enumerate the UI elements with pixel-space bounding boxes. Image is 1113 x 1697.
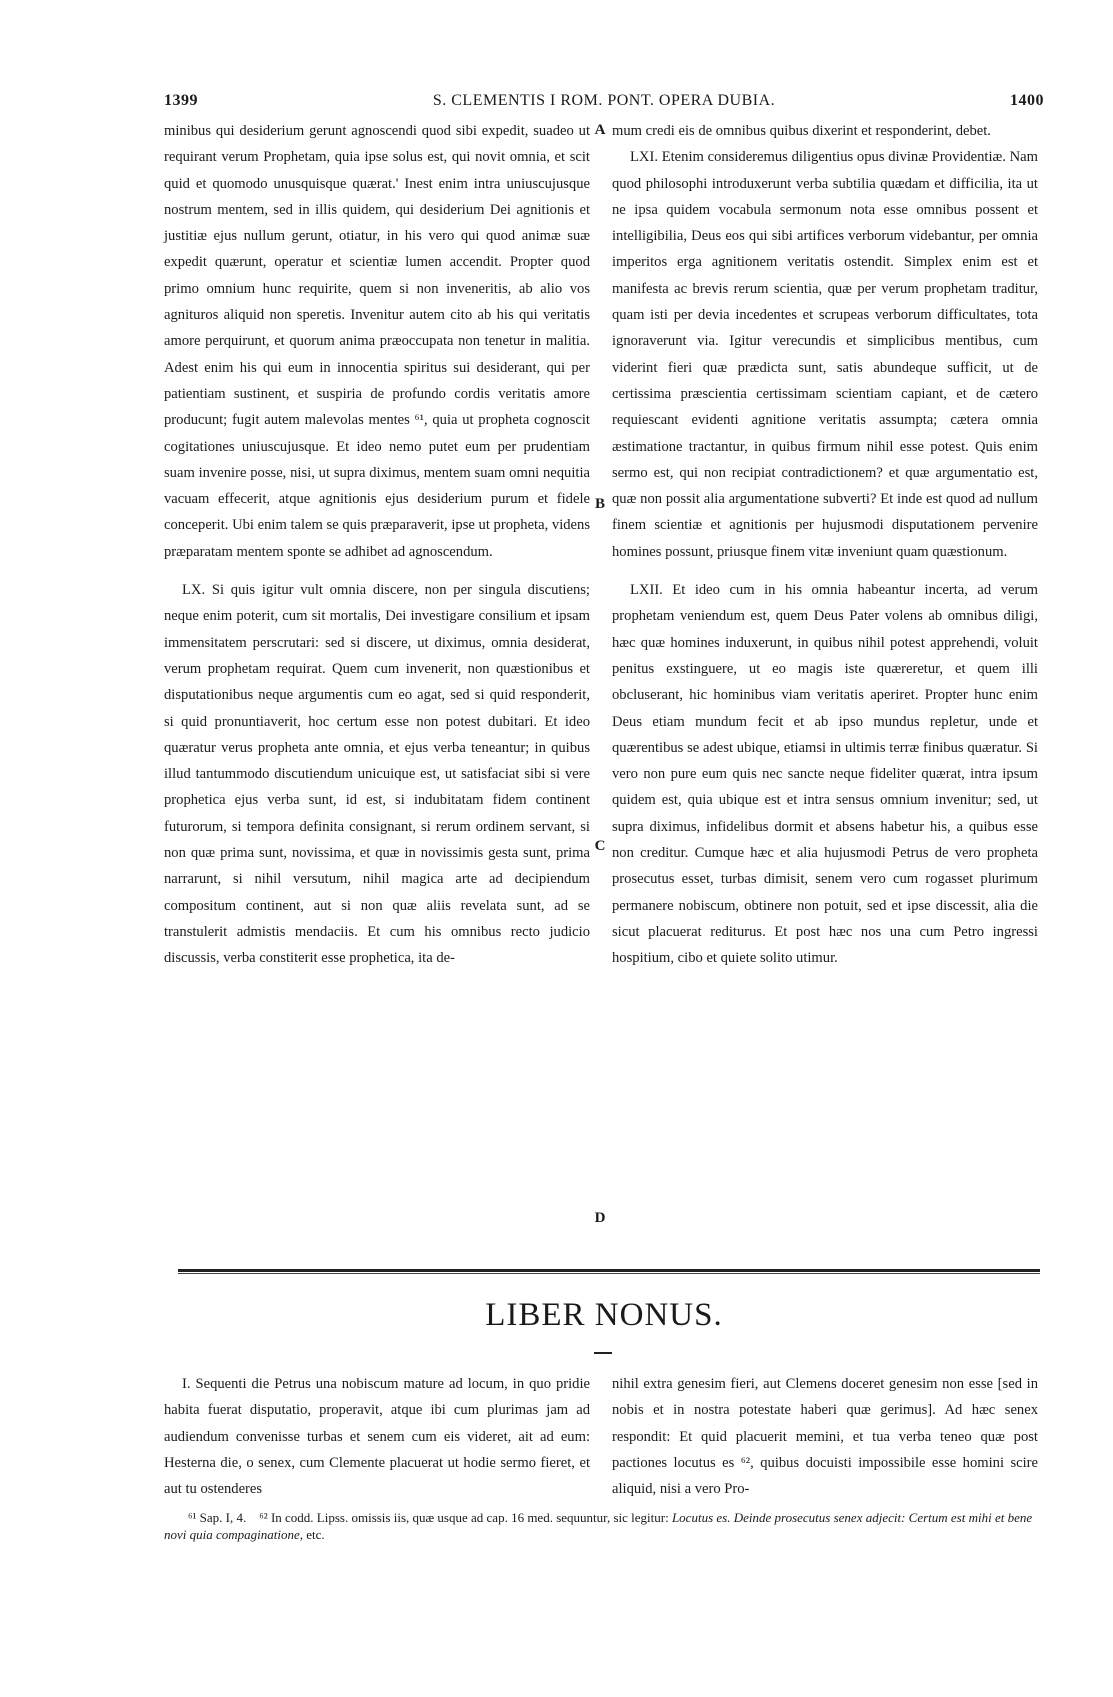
left-column [164,118,590,972]
page-number-left: 1399 [164,92,198,109]
page-number-right: 1400 [1010,92,1044,109]
paragraph-i: I. Sequenti die Petrus una nobiscum mature ad locum, in quo pridie habita fuerat disputatio, properavit, atque ibi cum plurimas jam ad audiendum convenisse turbas et senem cum eis videret, ait ad eum: Hesterna die, o senex, cum Clemente placuerat ut hodie sermo fieret, et aut tu ostenderes [164,1376,590,1498]
paragraph-lxii: LXII. Et ideo cum in his omnia habeantur incerta, ad verum prophetam veniendum est, quem Deus Pater volens ab omnibus diligi, hæc quæ homines induxerunt, in quibus nihil potest apprehendi, voluit penitus exstinguere, ut eo magis iste quæreretur, et quem illi obcluserant, hic hominibus viam veritatis aperiret. Propter hunc enim Deus etiam mundum fecit et ab ipso mundus repletur, unde et quærentibus se adest ubique, etiamsi in ultimis terræ finibus quæratur. Si vero non pure eum quis nec sancte neque fideliter quærat, intra ipsum quidem est, quia ubique est et intra sensus omnium invenitur; sed, ut supra diximus, infidelibus dormit et absens habetur his, a quibus esse non creditur. Cumque hæc et alia hujusmodi Petrus de vero propheta prosecutus esset, turbas dimisit, senem vero cum rogasset plurimum permanere nobiscum, obtinere non potuit, sed et ipse discessit, alia die sicut placuerat rediturus. Et post hæc nos una cum Petro ingressi hospitium, cibo et quiete solito utimur. [612,582,1038,967]
paragraph-lix-end: minibus qui desiderium gerunt agnoscendi quod sibi expedit, suadeo ut requirant verum Prophetam, quia ipse solus est, qui novit omnia, et scit quid et quomodo unusquisque quærat.' Inest enim intra uniuscujusque nostrum mentem, sed in illis quidem, qui desiderium Dei agnitionis et justitiæ ejus nullum gerunt, otiatur, in his vero qui quod animæ suæ expedit quærunt, operatur et scientiæ lumen accendit. Propter quod primo omnium hunc requirite, quem si non inveneritis, ab alio vos agnituros aliquid non speretis. Invenitur autem cito ab his qui veritatis amore perquirunt, et quorum anima præoccupata non tenetur in malitia. Adest enim his qui eum in innocentia spiritus sui desiderant, qui per patientiam sustinent, et suspiria de profundo cordis veritatis amore producunt; fugit autem malevolas mentes ⁶¹, quia ut propheta cognoscit cogitationes uniuscujusque. Et ideo nemo putet eum per prudentiam suam invenire posse, nisi, ut supra diximus, mentem suam omni nequitia vacuam effecerit, atque agnitionis ejus desiderium purum et fidele conceperit. Ubi enim talem se quis præparaverit, ipse ut propheta, videns præparatam mentem sponte se adhibet ad agnoscendum. [164,123,590,560]
margin-marker-d: D [594,1210,606,1226]
liber-nonus-left-column [164,1371,590,1502]
paragraph-lx-end: mum credi eis de omnibus quibus dixerint et responderint, debet. [612,123,991,139]
right-column [612,118,1038,972]
section-rule-thin [178,1273,1040,1274]
paragraph-lxi: LXI. Etenim consideremus diligentius opus divinæ Providentiæ. Nam quod philosophi introduxerunt verba subtilia quædam et difficilia, ita ut ne ipsa quidem vocabula sermonum nota esse omnibus possent et intelligibilia, Deus eos qui sibi artifices verborum videbantur, per omnia imperitos erga agnitionem veritatis ostendit. Simplex enim est et manifesta ac brevis rerum scientia, quæ per verum prophetam traditur, quam isti per devia incedentes et scrupeas verborum difficultates, tota ignoraverunt via. Igitur verecundis et simplicibus mentibus, cum viderint fieri quæ prædicta sunt, satis abundeque sufficit, ut de certissima præscientia certissimam scientiam capiant, et de cætero requiescant evidenti agnitione veritatis assumpta; cætera omnia æstimatione tractantur, in quibus firmum nihil esse potest. Quis enim sermo est, qui non recipiat contradictionem? et quæ argumentatio est, quæ non possit alia argumentatione subverti? Et inde est quod ad nullum finem scientiæ et agnitionis per hujusmodi disputationem pervenire homines possunt, priusque finem vitæ inveniunt quam quæstionum. [612,149,1038,560]
running-title: S. CLEMENTIS I ROM. PONT. OPERA DUBIA. [432,92,776,109]
footnotes [164,1509,1044,1543]
margin-marker-c: C [594,838,606,854]
footnote-62-intro: ⁶² In codd. Lipss. omissis iis, quæ usque ad cap. 16 med. sequuntur, sic legitur: [259,1510,669,1525]
margin-marker-a: A [594,122,606,138]
running-header [164,92,1044,116]
footnote-text [164,1509,1044,1543]
footnote-62-end: etc. [306,1527,325,1542]
liber-nonus-right-column [612,1371,1038,1502]
section-rule [178,1269,1040,1272]
footnote-62-italic: Locutus es. Deinde prosecutus senex adjecit: Certum est mihi et bene novi quia compaginatione, [164,1510,1033,1542]
book-title: LIBER NONUS. [485,1297,723,1333]
paragraph-i-continued: nihil extra genesim fieri, aut Clemens doceret genesim non esse [sed in nobis et in nostra potestate haberi quæ gerimus]. Ad hæc senex respondit: Et quid placuerit memini, et tua verba teneo quæ post pactiones locutus es ⁶², quibus docuisti impossibile esse homini scire aliquid, nisi a vero Pro- [612,1376,1038,1498]
margin-marker-b: B [594,496,605,512]
footnote-61: ⁶¹ Sap. I, 4. [188,1510,247,1525]
paragraph-lx: LX. Si quis igitur vult omnia discere, non per singula discutiens; neque enim poterit, cum sit mortalis, Dei investigare consilium et ipsam immensitatem perscrutari: sed si discere, ut diximus, omnia desiderat, verum prophetam requirat. Quem cum invenerit, non quæstionibus et disputationibus neque argumentis cum eo agat, sed si quid responderit, si quid pronuntiaverit, hoc certum esse non potest dubitari. Et ideo quæratur verus propheta ante omnia, et ejus verba teneantur; in quibus illud tantummodo discutiendum unicuique est, ut satisfaciat sibi si vere prophetica ejus verba sunt, id est, si indubitatam fidem continent futurorum, si tempora definita consignant, si rerum ordinem servant, si non quæ prima sunt, novissima, et quæ in novissimis gesta sunt, prima narrarunt, si nihil versutum, nihil magica arte ad decipiendum compositum continent, aut si non quæ aliis revelata sunt, ad se transtulerit admistis mendaciis. Et cum his omnibus recto judicio discussis, verba constiterit esse prophetica, ita de- [164,582,590,967]
title-dash [594,1352,612,1354]
